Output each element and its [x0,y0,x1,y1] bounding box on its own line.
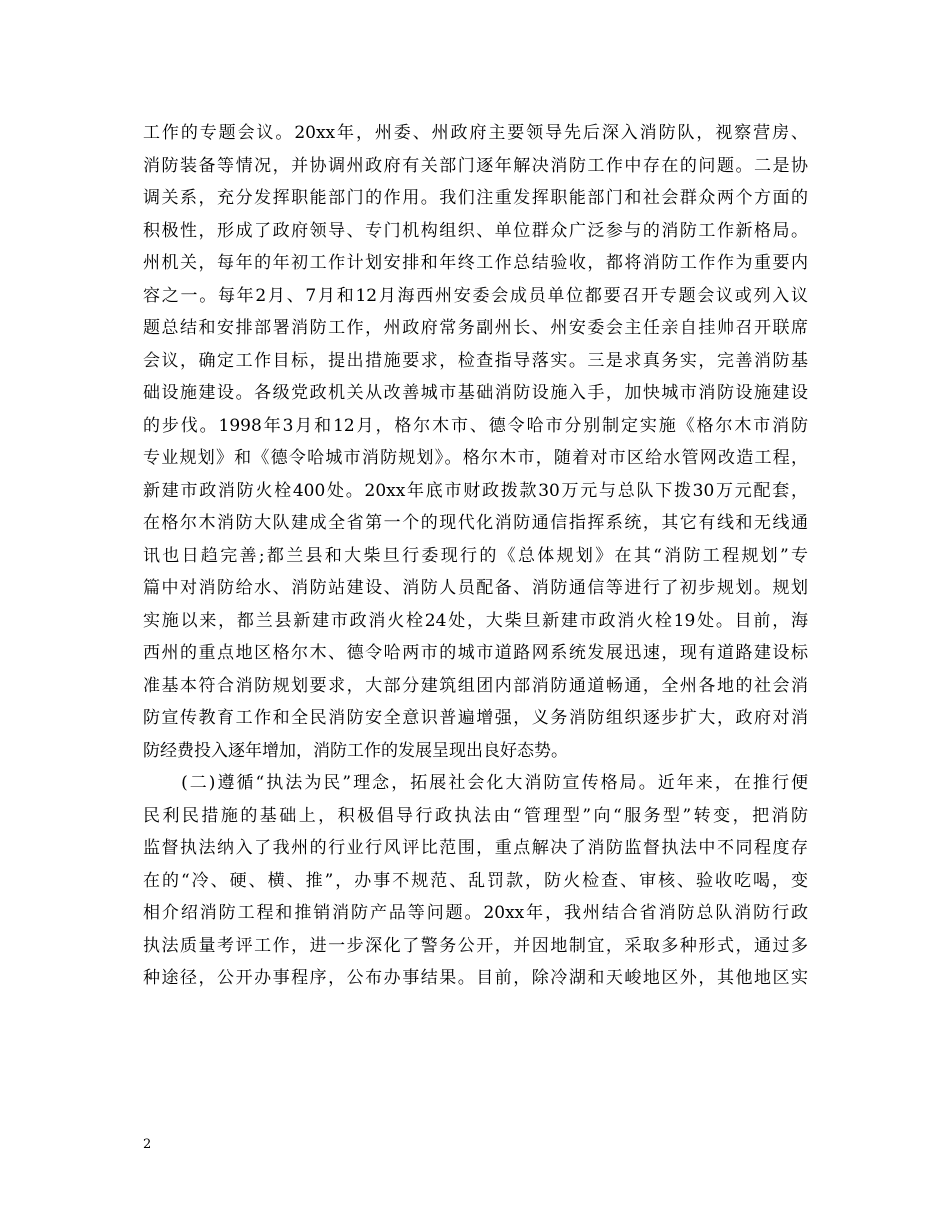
page-number: 2 [143,1137,152,1152]
text-line: 容之一。每年2月、7月和12月海西州安委会成员单位都要召开专题会议或列入议 [143,285,808,306]
paragraph-end-line: 防经费投入逐年增加，消防工作的发展呈现出良好态势。 [143,740,568,761]
paragraph-start-line: (二)遵循“执法为民”理念，拓展社会化大消防宣传格局。近年来，在推行便 [143,773,808,793]
text-line: 民利民措施的基础上，积极倡导行政执法由“管理型”向“服务型”转变，把消防 [143,805,808,826]
text-line: 积极性，形成了政府领导、专门机构组织、单位群众广泛参与的消防工作新格局。 [143,220,808,241]
text-line: 篇中对消防给水、消防站建设、消防人员配备、消防通信等进行了初步规划。规划 [143,578,808,598]
body-text [143,117,808,995]
text-line: 相介绍消防工程和推销消防产品等问题。20xx年，我州结合省消防总队消防行政 [143,903,808,923]
text-line: 执法质量考评工作，进一步深化了警务公开，并因地制宜，采取多种形式，通过多 [143,935,808,956]
text-line: 题总结和安排部署消防工作，州政府常务副州长、州安委会主任亲自挂帅召开联席 [143,318,808,338]
text-line: 防宣传教育工作和全民消防安全意识普遍增强，义务消防组织逐步扩大，政府对消 [143,708,808,728]
text-line: 的步伐。1998年3月和12月，格尔木市、德令哈市分别制定实施《格尔木市消防 [143,415,808,436]
text-line: 西州的重点地区格尔木、德令哈两市的城市道路网系统发展迅速，现有道路建设标 [143,643,808,663]
text-line: 会议，确定工作目标，提出措施要求，检查指导落实。三是求真务实，完善消防基 [143,350,808,371]
text-line: 在的“冷、硬、横、推”，办事不规范、乱罚款，防火检查、审核、验收吃喝，变 [143,870,808,891]
text-line: 础设施建设。各级党政机关从改善城市基础消防设施入手，加快城市消防设施建设 [143,383,808,403]
text-line: 种途径，公开办事程序，公布办事结果。目前，除冷湖和天峻地区外，其他地区实 [143,968,808,988]
text-line: 工作的专题会议。20xx年，州委、州政府主要领导先后深入消防队，视察营房、 [143,123,808,143]
text-line: 消防装备等情况，并协调州政府有关部门逐年解决消防工作中存在的问题。二是协 [143,155,808,176]
text-line: 新建市政消防火栓400处。20xx年底市财政拨款30万元与总队下拨30万元配套， [143,480,808,501]
text-line: 调关系，充分发挥职能部门的作用。我们注重发挥职能部门和社会群众两个方面的 [143,188,808,208]
text-line: 监督执法纳入了我州的行业行风评比范围，重点解决了消防监督执法中不同程度存 [143,838,808,858]
text-line: 专业规划》和《德令哈城市消防规划》。格尔木市，随着对市区给水管网改造工程， [143,448,808,468]
text-line: 在格尔木消防大队建成全省第一个的现代化消防通信指挥系统，其它有线和无线通 [143,513,808,533]
text-line: 准基本符合消防规划要求，大部分建筑组团内部消防通道畅通，全州各地的社会消 [143,675,808,696]
text-line: 实施以来，都兰县新建市政消火栓24处，大柴旦新建市政消火栓19处。目前，海 [143,610,808,631]
text-line: 州机关，每年的年初工作计划安排和年终工作总结验收，都将消防工作作为重要内 [143,253,808,273]
text-line: 讯也日趋完善;都兰县和大柴旦行委现行的《总体规划》在其“消防工程规划”专 [143,545,808,566]
